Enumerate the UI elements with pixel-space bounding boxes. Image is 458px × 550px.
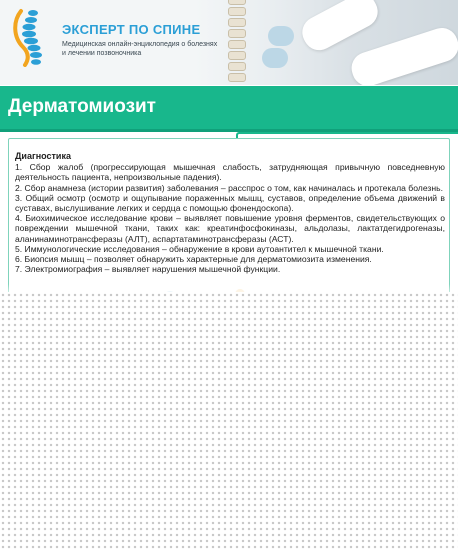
glove-image (262, 48, 288, 68)
list-item: 7. Электромиография – выявляет нарушения мышечной функции. (15, 264, 281, 275)
spine-model-image (228, 0, 246, 85)
list-item: 3. Общий осмотр (осмотр и ощупывание пораженных мышц, суставов, определение объема движений в суставах, выслушивание легких и сердца с помощью фонендоскопа). (15, 192, 445, 214)
list-item: 6. Биопсия мышц – позволяет обнаружить характерные для дерматомиозита изменения. (15, 254, 372, 265)
content-fade-dots (0, 292, 458, 550)
title-bar (0, 86, 458, 132)
logo-subtitle: Медицинская онлайн-энциклопедия о болезнях и лечении позвоночника (62, 41, 218, 57)
list-item: 2. Сбор анамнеза (истории развития) заболевания – расспрос о том, как начиналась и протекала болезнь. (15, 182, 443, 193)
list-item: 5. Иммунологические исследования – обнаружение в крови аутоантител к мышечной ткани. (15, 243, 384, 254)
logo-title[interactable]: ЭКСПЕРТ ПО СПИНЕ (62, 22, 201, 37)
glove-image (268, 26, 294, 46)
section-title: Диагностика (15, 151, 71, 161)
article-content (15, 151, 445, 274)
list-item: 1. Сбор жалоб (прогрессирующая мышечная слабость, затрудняющая привычную повседневную деятельность пациента, непроизвольные падения). (15, 162, 445, 183)
site-header (0, 0, 458, 85)
page-title: Дерматомиозит (8, 96, 156, 117)
list-item: 4. Биохимическое исследование крови – выявляет повышение уровня ферментов, свидетельствующих о повреждении мышечной ткани, таких как: креатинфосфокиназы, альдолазы, лактатдегидрогеназы, аланинаминотрансферазы (АЛТ), аспартатаминотрансферазы (АСТ). (15, 213, 445, 244)
spine-logo-icon[interactable] (7, 7, 53, 67)
